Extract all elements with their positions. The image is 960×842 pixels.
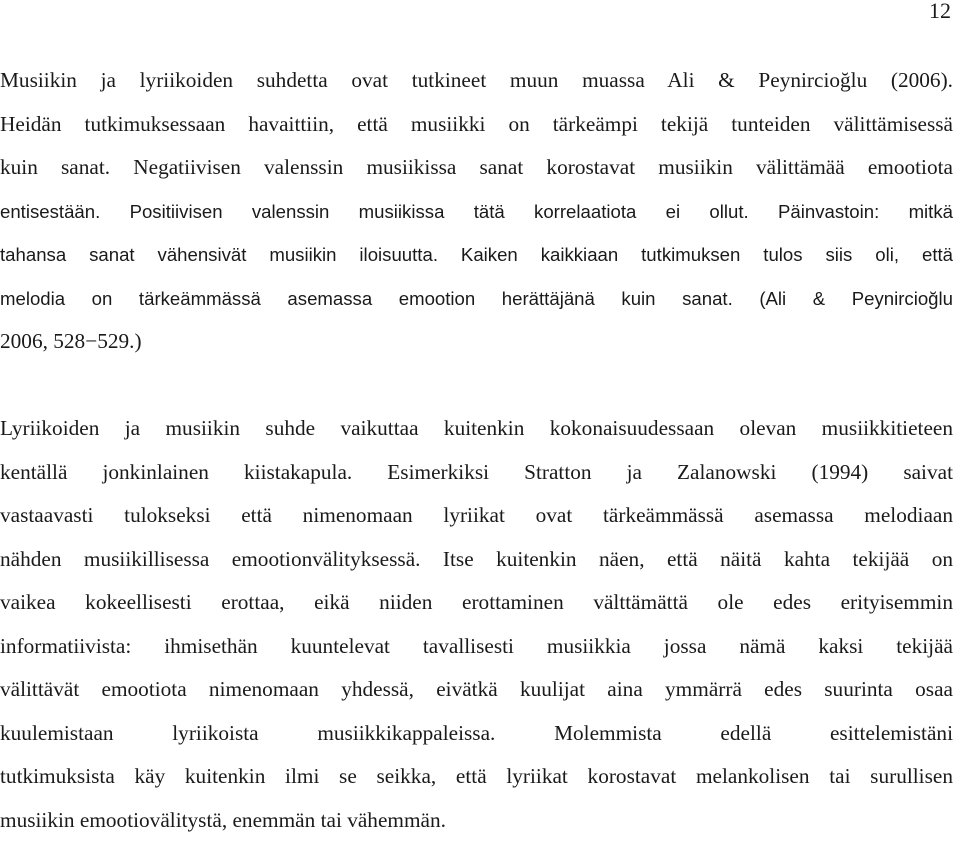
text-line: melodia on tärkeämmässä asemassa emootion herättäjänä kuin sanat. (Ali & Peynircioğlu	[0, 277, 953, 321]
text-line: Musiikin ja lyriikoiden suhdetta ovat tutkineet muun muassa Ali & Peynircioğlu (2006).	[0, 59, 953, 103]
text-line: Heidän tutkimuksessaan havaittiin, että musiikki on tärkeämpi tekijä tunteiden välittämisessä	[0, 103, 953, 147]
text-line: tutkimuksista käy kuitenkin ilmi se seikka, että lyriikat korostavat melankolisen tai surullisen	[0, 755, 953, 799]
text-line: 2006, 528−529.)	[0, 320, 953, 364]
text-line: nähden musiikillisessa emootionvälityksessä. Itse kuitenkin näen, että näitä kahta tekijää on	[0, 538, 953, 582]
text-line: kentällä jonkinlainen kiistakapula. Esimerkiksi Stratton ja Zalanowski (1994) saivat	[0, 451, 953, 495]
text-line: vaikea kokeellisesti erottaa, eikä niiden erottaminen välttämättä ole edes erityisemmin	[0, 581, 953, 625]
text-line: kuin sanat. Negatiivisen valenssin musiikissa sanat korostavat musiikin välittämää emootiota	[0, 146, 953, 190]
text-line: tahansa sanat vähensivät musiikin iloisuutta. Kaiken kaikkiaan tutkimuksen tulos siis oli, että	[0, 233, 953, 277]
text-line: Lyriikoiden ja musiikin suhde vaikuttaa kuitenkin kokonaisuudessaan olevan musiikkitieteen	[0, 407, 953, 451]
paragraph-2	[0, 407, 953, 842]
page-number: 12	[929, 0, 951, 22]
text-line: informatiivista: ihmisethän kuuntelevat tavallisesti musiikkia jossa nämä kaksi tekijää	[0, 625, 953, 669]
text-line: kuulemistaan lyriikoista musiikkikappaleissa. Molemmista edellä esittelemistäni	[0, 712, 953, 756]
text-line: välittävät emootiota nimenomaan yhdessä, eivätkä kuulijat aina ymmärrä edes suurinta osaa	[0, 668, 953, 712]
text-line: musiikin emootiovälitystä, enemmän tai vähemmän.	[0, 799, 953, 842]
paragraph-1	[0, 59, 953, 364]
text-line: entisestään. Positiivisen valenssin musiikissa tätä korrelaatiota ei ollut. Päinvastoin: mitkä	[0, 190, 953, 234]
text-line: vastaavasti tulokseksi että nimenomaan lyriikat ovat tärkeämmässä asemassa melodiaan	[0, 494, 953, 538]
